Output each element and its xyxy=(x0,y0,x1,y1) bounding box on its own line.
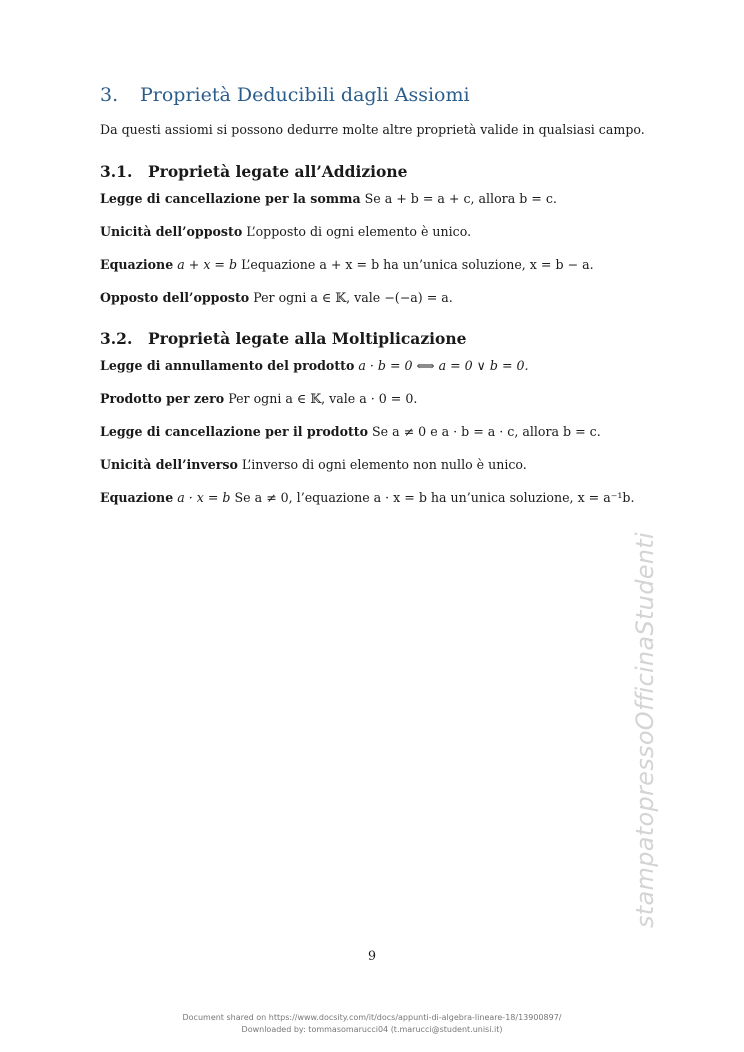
property-term: Opposto dell’opposto xyxy=(100,290,250,305)
property-text: Per ogni a ∈ 𝕂, vale a · 0 = 0. xyxy=(228,391,418,406)
subsection-number: 3.2. xyxy=(100,329,133,348)
property-item xyxy=(100,290,453,305)
property-item xyxy=(100,490,635,505)
subsection-number: 3.1. xyxy=(100,162,133,181)
property-term: Equazione xyxy=(100,490,174,505)
property-math: a · x = b xyxy=(177,490,231,505)
property-text: L’equazione a + x = b ha un’unica soluzione, x = b − a. xyxy=(241,257,594,272)
property-item xyxy=(100,224,471,239)
property-term: Unicità dell’opposto xyxy=(100,224,243,239)
property-text: Se a ≠ 0 e a · b = a · c, allora b = c. xyxy=(372,424,601,439)
property-term: Unicità dell’inverso xyxy=(100,457,238,472)
section-number: 3. xyxy=(100,84,119,106)
property-item xyxy=(100,191,557,206)
property-item xyxy=(100,457,527,472)
property-text: L’inverso di ogni elemento non nullo è unico. xyxy=(241,457,527,472)
watermark: stampatopressoOfficinaStudenti xyxy=(631,532,659,928)
footer-share-line: Document shared on https://www.docsity.com/it/docs/appunti-di-algebra-lineare-18/13900897/ xyxy=(182,1013,562,1022)
property-term: Equazione xyxy=(100,257,174,272)
property-text: Per ogni a ∈ 𝕂, vale −(−a) = a. xyxy=(253,290,453,305)
property-term: Legge di cancellazione per la somma xyxy=(100,191,361,206)
subsection-title: Proprietà legate all’Addizione xyxy=(148,162,408,181)
property-math: a · b = 0 ⟺ a = 0 ∨ b = 0. xyxy=(358,358,529,373)
footer-download-line: Downloaded by: tommasomarucci04 (t.marucci@student.unisi.it) xyxy=(241,1025,503,1034)
page-number: 9 xyxy=(367,948,376,963)
property-item xyxy=(100,358,529,373)
subsection-heading-multiplication xyxy=(100,329,467,348)
property-term: Legge di cancellazione per il prodotto xyxy=(100,424,369,439)
subsection-title: Proprietà legate alla Moltiplicazione xyxy=(148,329,467,348)
property-item xyxy=(100,257,594,272)
section-title: Proprietà Deducibili dagli Assiomi xyxy=(140,84,470,106)
property-math: a + x = b xyxy=(177,257,238,272)
property-text: Se a + b = a + c, allora b = c. xyxy=(364,191,557,206)
property-text: Se a ≠ 0, l’equazione a · x = b ha un’unica soluzione, x = a⁻¹b. xyxy=(234,490,635,505)
section-intro: Da questi assiomi si possono dedurre molte altre proprietà valide in qualsiasi campo. xyxy=(100,122,645,137)
property-item xyxy=(100,391,417,406)
property-text: L’opposto di ogni elemento è unico. xyxy=(246,224,472,239)
property-term: Legge di annullamento del prodotto xyxy=(100,358,355,373)
subsection-heading-addition xyxy=(100,162,408,181)
property-term: Prodotto per zero xyxy=(100,391,225,406)
section-heading xyxy=(100,84,470,106)
property-item xyxy=(100,424,601,439)
